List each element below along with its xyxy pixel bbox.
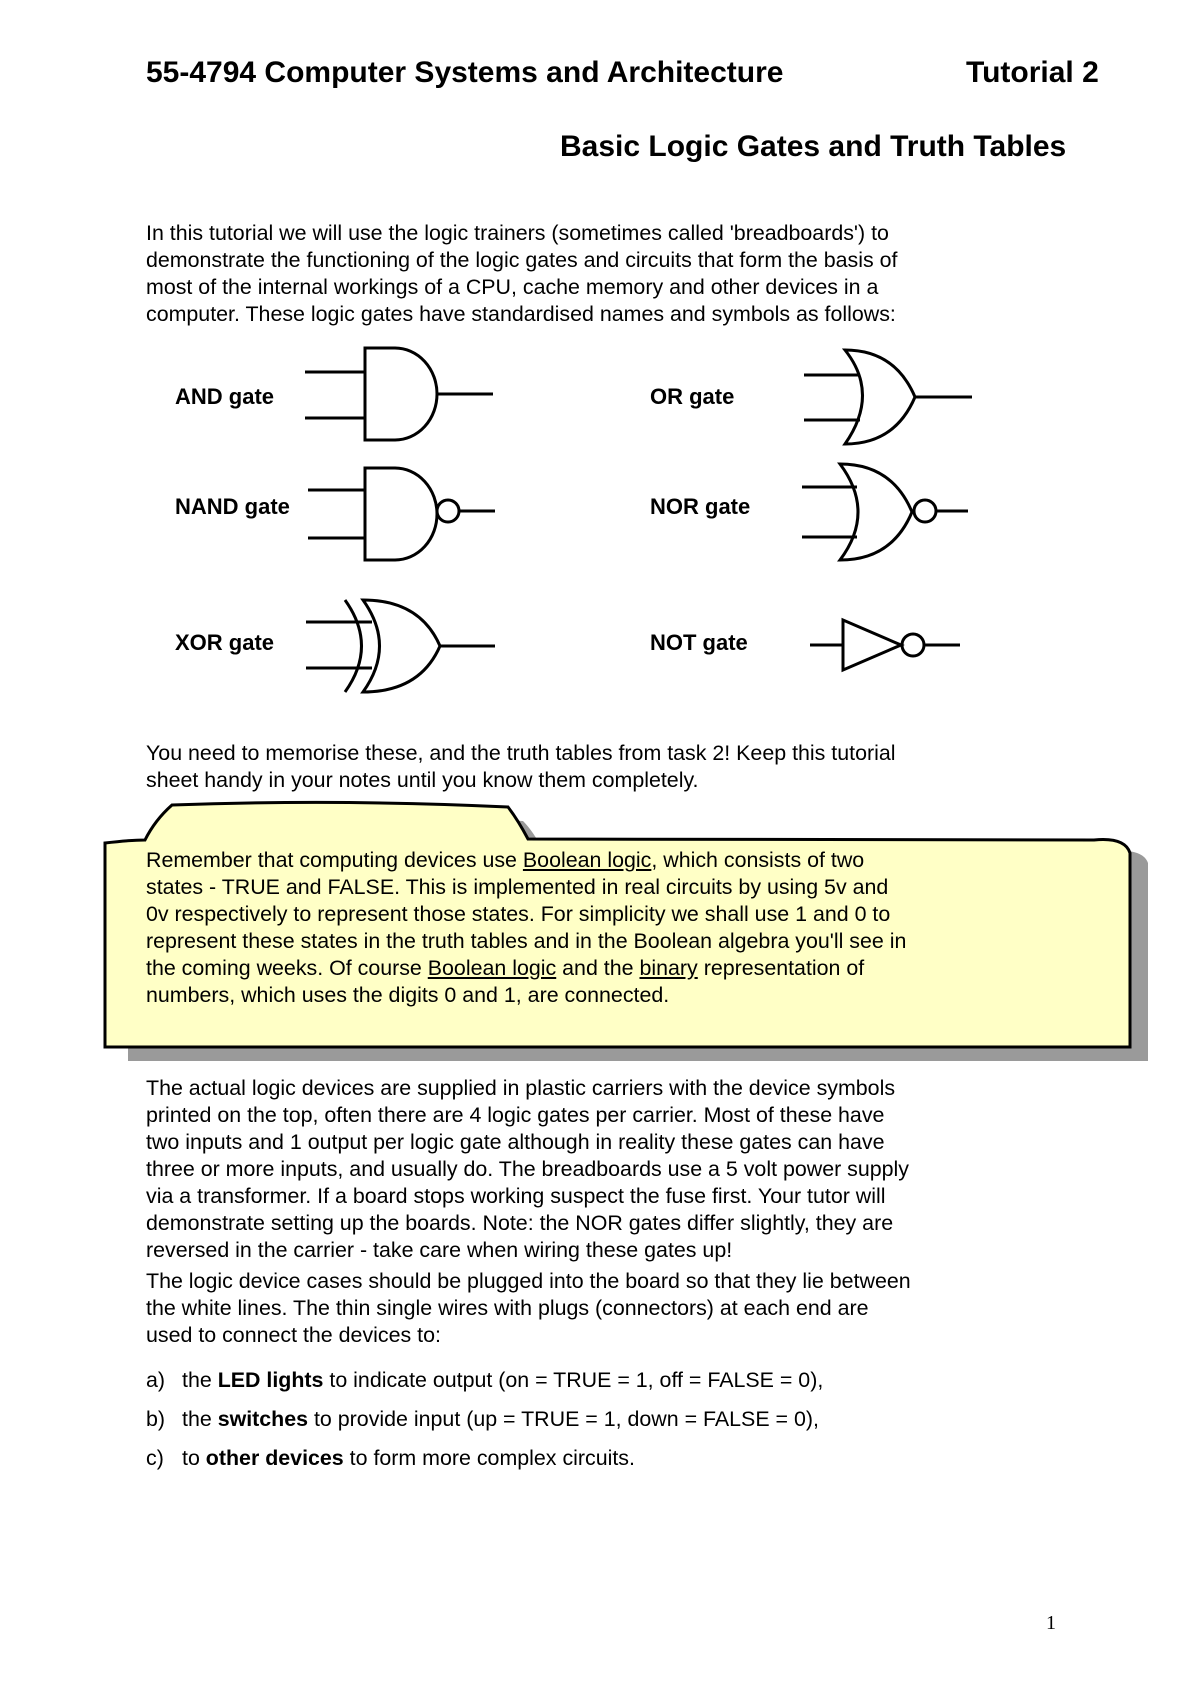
- nor-gate-label: NOR gate: [650, 494, 751, 519]
- list-item: c) to other devices to form more complex circuits.: [146, 1446, 635, 1470]
- course-title: 55-4794 Computer Systems and Architecture: [146, 56, 784, 89]
- or-gate-label: OR gate: [650, 384, 735, 409]
- note-line: 0v respectively to represent those states. For simplicity we shall use 1 and 0 to: [146, 902, 891, 926]
- not-gate-label: NOT gate: [650, 630, 748, 655]
- page-title: Basic Logic Gates and Truth Tables: [560, 130, 1067, 163]
- intro-line: In this tutorial we will use the logic trainers (sometimes called 'breadboards') to: [146, 221, 889, 245]
- nand-gate-symbol: [308, 468, 495, 560]
- note-text: [146, 847, 1026, 1009]
- note-line: the coming weeks. Of course Boolean logic and the binary representation of: [146, 956, 865, 980]
- and-gate-label: AND gate: [175, 384, 275, 409]
- boolean-logic-link[interactable]: Boolean logic: [522, 848, 652, 872]
- nand-gate-label: NAND gate: [175, 494, 290, 519]
- binary-link[interactable]: binary: [639, 956, 698, 980]
- devices-line: printed on the top, often there are 4 logic gates per carrier. Most of these have: [146, 1103, 885, 1127]
- devices-paragraph: [146, 1075, 1026, 1264]
- gate-symbols: [0, 0, 1200, 700]
- boolean-logic-link[interactable]: Boolean logic: [427, 956, 557, 980]
- devices-line: demonstrate setting up the boards. Note: the NOR gates differ slightly, they are: [146, 1211, 894, 1235]
- nor-gate-symbol: [802, 464, 968, 560]
- memorise-line: You need to memorise these, and the truth tables from task 2! Keep this tutorial: [146, 741, 896, 765]
- plugging-line: The logic device cases should be plugged into the board so that they lie between: [146, 1269, 911, 1293]
- plugging-paragraph: [146, 1268, 1026, 1349]
- tutorial-number: Tutorial 2: [966, 56, 1099, 89]
- intro-line: demonstrate the functioning of the logic gates and circuits that form the basis of: [146, 248, 898, 272]
- devices-line: two inputs and 1 output per logic gate although in reality these gates can have: [146, 1130, 885, 1154]
- xor-gate-symbol: [306, 600, 495, 692]
- note-line: states - TRUE and FALSE. This is implemented in real circuits by using 5v and: [146, 875, 889, 899]
- xor-gate-label: XOR gate: [175, 630, 275, 655]
- devices-line: three or more inputs, and usually do. The breadboards use a 5 volt power supply: [146, 1157, 909, 1181]
- or-gate-symbol: [804, 350, 972, 444]
- not-gate-symbol: [810, 620, 960, 670]
- list-item: a) the LED lights to indicate output (on = TRUE = 1, off = FALSE = 0),: [146, 1368, 824, 1392]
- devices-line: The actual logic devices are supplied in plastic carriers with the device symbols: [146, 1076, 896, 1100]
- note-line: Remember that computing devices use Boolean logic, which consists of two: [146, 848, 865, 872]
- note-line: numbers, which uses the digits 0 and 1, are connected.: [146, 983, 670, 1007]
- intro-line: computer. These logic gates have standardised names and symbols as follows:: [146, 302, 896, 326]
- plugging-line: the white lines. The thin single wires with plugs (connectors) at each end are: [146, 1296, 869, 1320]
- page-number: 1: [1046, 1612, 1056, 1634]
- intro-line: most of the internal workings of a CPU, cache memory and other devices in a: [146, 275, 879, 299]
- and-gate-symbol: [305, 348, 493, 440]
- note-line: represent these states in the truth tables and in the Boolean algebra you'll see in: [146, 929, 907, 953]
- plugging-line: used to connect the devices to:: [146, 1323, 441, 1347]
- memorise-line: sheet handy in your notes until you know them completely.: [146, 768, 699, 792]
- devices-line: reversed in the carrier - take care when wiring these gates up!: [146, 1238, 733, 1262]
- memorise-paragraph: [146, 740, 1026, 794]
- devices-line: via a transformer. If a board stops working suspect the fuse first. Your tutor will: [146, 1184, 886, 1208]
- list-item: b) the switches to provide input (up = TRUE = 1, down = FALSE = 0),: [146, 1407, 819, 1431]
